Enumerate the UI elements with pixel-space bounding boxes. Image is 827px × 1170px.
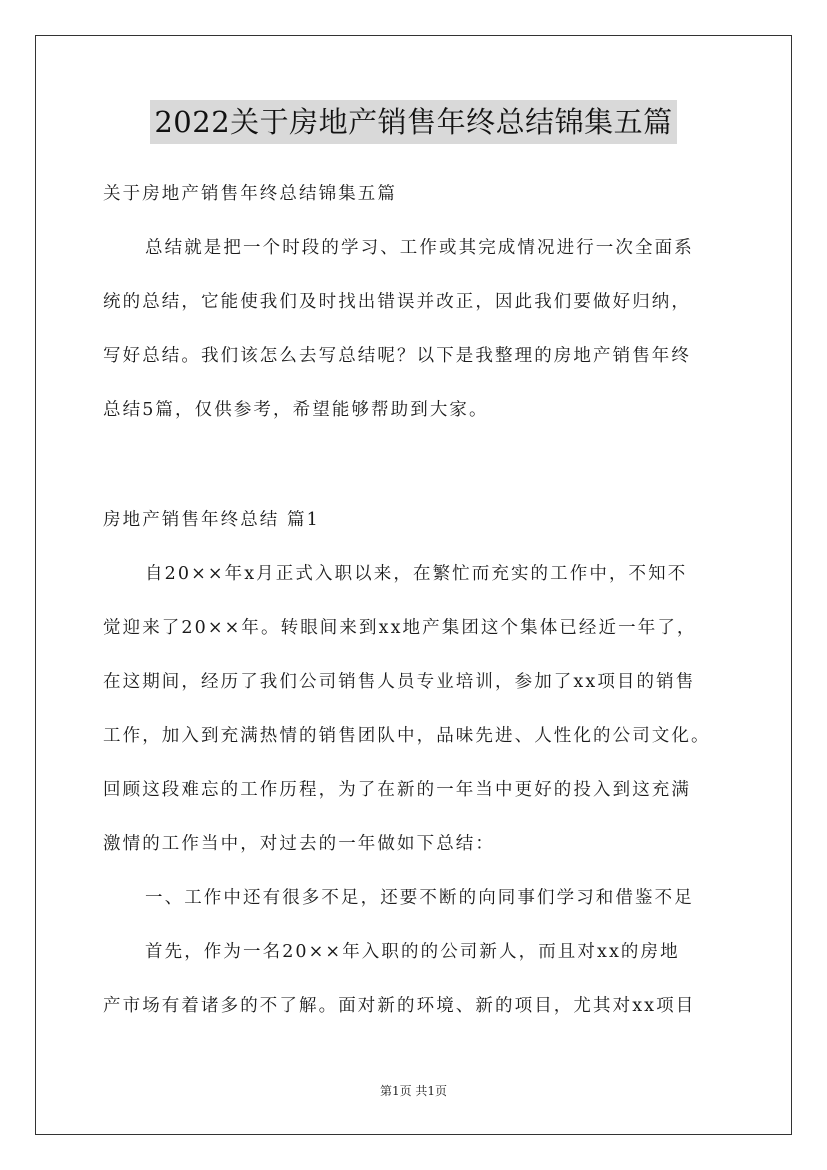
body-line-7: 一、工作中还有很多不足，还要不断的向同事们学习和借鉴不足 <box>145 888 694 908</box>
body-line-2: 觉迎来了20××年。转眼间来到xx地产集团这个集体已经近一年了， <box>103 618 697 638</box>
body-line-4: 工作，加入到充满热情的销售团队中，品味先进、人性化的公司文化。 <box>103 726 711 746</box>
body-line-9: 产市场有着诸多的不了解。面对新的环境、新的项目，尤其对xx项目 <box>103 996 696 1016</box>
document-title: 2022关于房地产销售年终总结锦集五篇 <box>150 100 676 144</box>
section-heading: 房地产销售年终总结 篇1 <box>103 510 320 530</box>
body-line-8: 首先，作为一名20××年入职的的公司新人，而且对xx的房地 <box>145 942 680 962</box>
body-line-1: 自20××年x月正式入职以来，在繁忙而充实的工作中，不知不 <box>145 564 688 584</box>
body-line-6: 激情的工作当中，对过去的一年做如下总结： <box>103 834 495 854</box>
body-line-3: 在这期间，经历了我们公司销售人员专业培训，参加了xx项目的销售 <box>103 672 696 692</box>
intro-line-2: 统的总结，它能使我们及时找出错误并改正，因此我们要做好归纳， <box>103 292 691 312</box>
intro-line-1: 总结就是把一个时段的学习、工作或其完成情况进行一次全面系 <box>145 238 694 258</box>
intro-line-4: 总结5篇，仅供参考，希望能够帮助到大家。 <box>103 400 489 420</box>
body-line-5: 回顾这段难忘的工作历程，为了在新的一年当中更好的投入到这充满 <box>103 780 691 800</box>
title-container <box>0 100 827 144</box>
page-footer: 第1页 共1页 <box>379 1084 448 1098</box>
intro-line-3: 写好总结。我们该怎么去写总结呢？以下是我整理的房地产销售年终 <box>103 346 691 366</box>
subtitle-line: 关于房地产销售年终总结锦集五篇 <box>103 184 397 204</box>
